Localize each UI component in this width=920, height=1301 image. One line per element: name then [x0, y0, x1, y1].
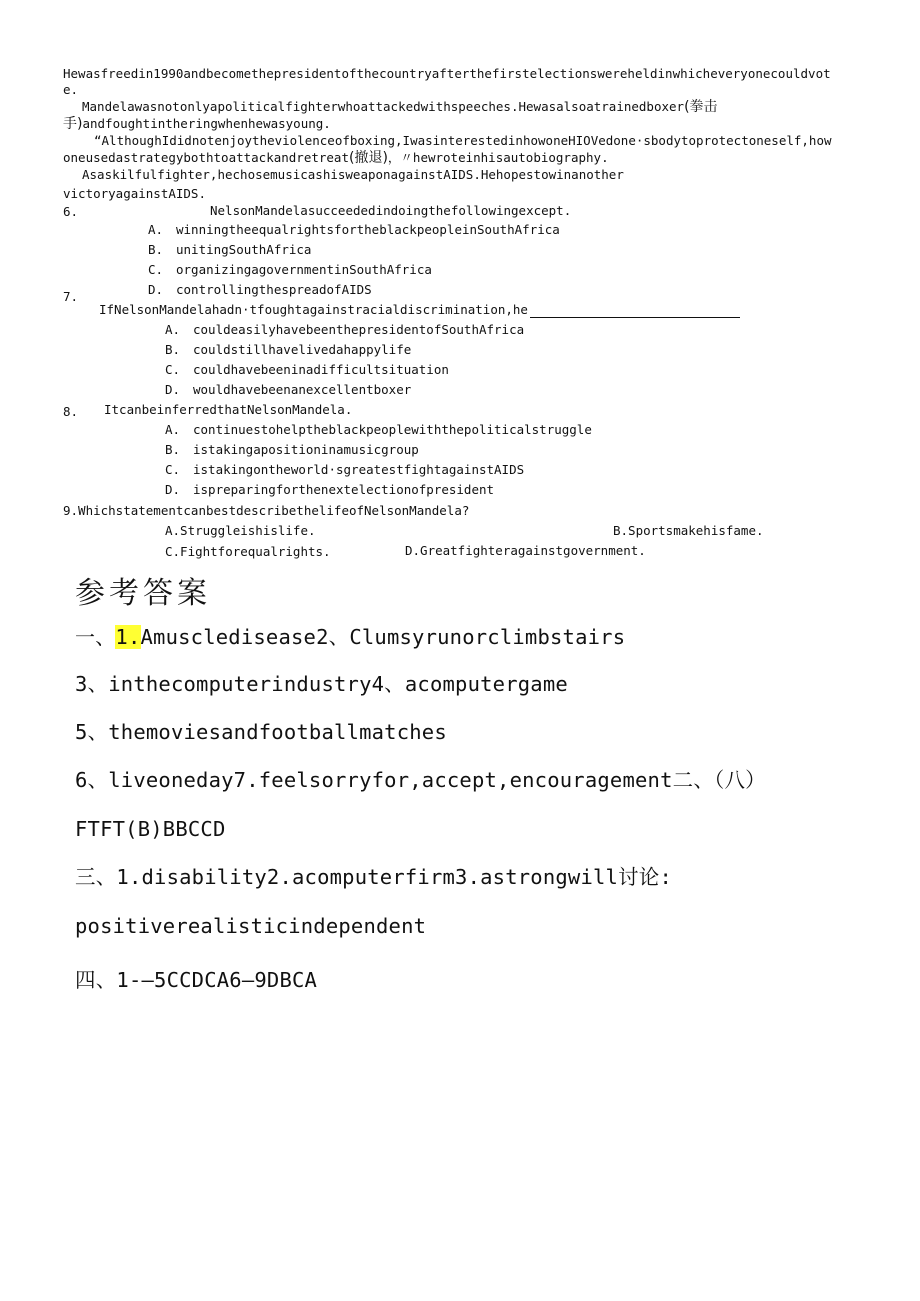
- answer-line-1: 一、1.Amuscledisease2、Clumsyrunorclimbstairs: [75, 625, 626, 649]
- option: D. ispreparingforthenextelectionofpresident: [165, 482, 495, 497]
- passage-line-6: [63, 150, 609, 166]
- passage-line-3: [82, 99, 718, 115]
- passage-text: andfoughtintheringwhenhewasyoung.: [82, 116, 331, 131]
- option: D.Greatfighteragainstgovernment.: [405, 543, 646, 558]
- question-number: 8.: [63, 404, 79, 419]
- option: A. winningtheequalrightsfortheblackpeopleinSouthAfrica: [148, 222, 560, 237]
- answer-line-7: positiverealisticindependent: [75, 914, 427, 938]
- passage-line-5: “AlthoughIdidnotenjoytheviolenceofboxing,IwasinterestedinhowoneHIOVedone·sbodytoprotectoneself,how: [94, 133, 832, 148]
- answer-line-6: 三、1.disability2.acomputerfirm3.astrongwill讨论:: [75, 865, 673, 889]
- passage-line-7: Asaskilfulfighter,hechosemusicashisweaponagainstAIDS.Hehopestowinanother: [82, 167, 624, 182]
- option: C. istakingontheworld·sgreatestfightagainstAIDS: [165, 462, 525, 477]
- passage-line-1: Hewasfreedin1990andbecomethepresidentofthecountryafterthefirstelectionswereheldinwhicheveryonecouldvot: [63, 66, 831, 81]
- option: C.Fightforequalrights.: [165, 544, 331, 559]
- question-number: 6.: [63, 204, 79, 219]
- question-number: 7.: [63, 289, 79, 304]
- answer-blank: [530, 305, 740, 318]
- question-stem: NelsonMandelasucceededindoingthefollowingexcept.: [210, 203, 572, 218]
- option: C. couldhavebeeninadifficultsituation: [165, 362, 449, 377]
- passage-line-4: [63, 116, 331, 132]
- option: A. continuestohelptheblackpeoplewiththepoliticalstruggle: [165, 422, 592, 437]
- option: D. controllingthespreadofAIDS: [148, 282, 372, 297]
- option: A.Struggleishislife.: [165, 523, 316, 538]
- passage-gloss: 手): [63, 116, 83, 132]
- answer-line-3: 5、themoviesandfootballmatches: [75, 720, 447, 744]
- option: A. couldeasilyhavebeenthepresidentofSouthAfrica: [165, 322, 525, 337]
- highlighted-text: 1.: [115, 625, 141, 649]
- answer-key-title: 参考答案: [75, 576, 211, 611]
- option: B. couldstillhavelivedahappylife: [165, 342, 412, 357]
- passage-line-2: e.: [63, 82, 79, 97]
- option: B. istakingapositioninamusicgroup: [165, 442, 419, 457]
- option: B.Sportsmakehisfame.: [613, 523, 764, 538]
- passage-text: Mandelawasnotonlyapoliticalfighterwhoattackedwithspeeches.Hewasalsoatrainedboxer: [82, 99, 685, 114]
- passage-gloss: (拳击: [684, 99, 718, 115]
- question-stem: ItcanbeinferredthatNelsonMandela.: [104, 402, 353, 417]
- passage-text: ，〃hewroteinhisautobiography.: [387, 150, 609, 165]
- option: B. unitingSouthAfrica: [148, 242, 312, 257]
- question-stem: IfNelsonMandelahadn·tfoughtagainstracialdiscrimination,he: [99, 302, 740, 318]
- answer-line-8: 四、1-—5CCDCA6—9DBCA: [75, 968, 318, 992]
- answer-line-4: 6、liveoneday7.feelsorryfor,accept,encouragement二、（八）: [75, 768, 766, 792]
- answer-line-2: 3、inthecomputerindustry4、acomputergame: [75, 672, 568, 696]
- passage-gloss: (撤退): [348, 150, 388, 166]
- passage-text: oneusedastrategybothtoattackandretreat: [63, 150, 349, 165]
- option: D. wouldhavebeenanexcellentboxer: [165, 382, 412, 397]
- question-stem: 9.WhichstatementcanbestdescribethelifeofNelsonMandela?: [63, 503, 470, 518]
- answer-line-5: FTFT(B)BBCCD: [75, 817, 226, 841]
- option: C. organizingagovernmentinSouthAfrica: [148, 262, 432, 277]
- passage-line-8: victoryagainstAIDS.: [63, 186, 206, 201]
